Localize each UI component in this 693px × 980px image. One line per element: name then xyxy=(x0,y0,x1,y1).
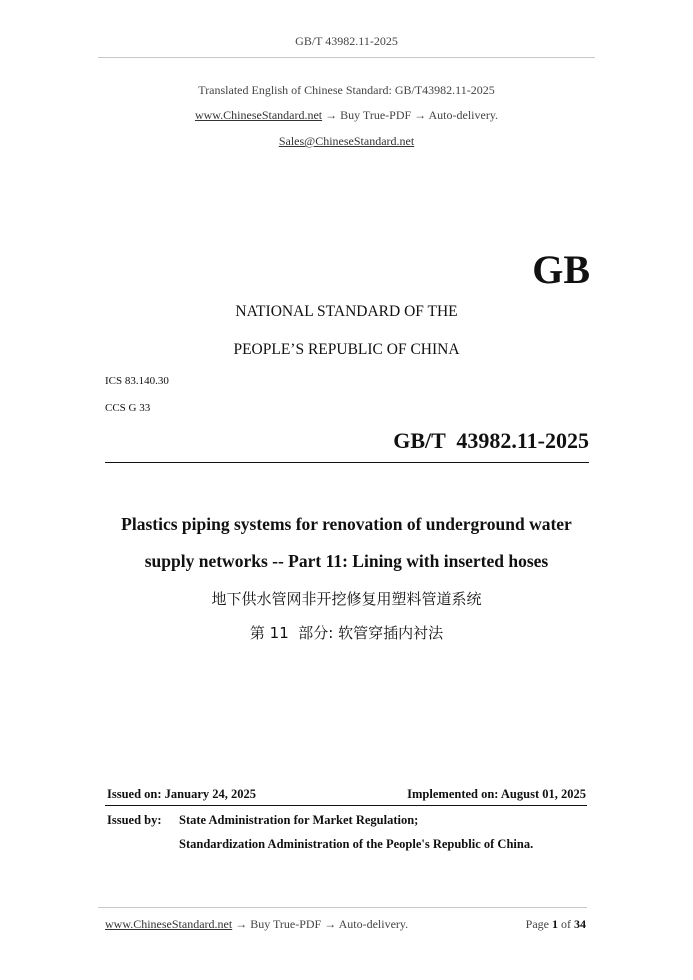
arrow-right-icon: → xyxy=(235,917,248,931)
title-chinese-line-1: 地下供水管网非开挖修复用塑料管道系统 xyxy=(211,590,482,608)
national-standard-line-2: PEOPLE’S REPUBLIC OF CHINA xyxy=(233,341,460,358)
arrow-right-icon: → xyxy=(414,108,427,122)
footer-divider xyxy=(98,907,587,908)
page-number: 1 xyxy=(552,917,558,931)
dates-divider xyxy=(105,805,587,806)
implemented-on-date: Implemented on: August 01, 2025 xyxy=(407,787,586,801)
site-link[interactable]: www.ChineseStandard.net xyxy=(194,108,323,122)
issuer-line-1: State Administration for Market Regulation; xyxy=(179,813,419,827)
running-header: GB/T 43982.11-2025 xyxy=(295,34,398,48)
buy-pdf-text: Buy True-PDF xyxy=(340,108,412,122)
issued-by-label: Issued by: xyxy=(107,813,162,827)
of-word: of xyxy=(561,917,571,931)
footer-links-line xyxy=(105,917,408,932)
standard-number: GB/T 43982.11-2025 xyxy=(393,428,589,453)
header-divider xyxy=(98,57,595,58)
email-link[interactable]: Sales@ChineseStandard.net xyxy=(278,134,415,148)
email-line xyxy=(0,134,693,149)
title-english-line-2: supply networks -- Part 11: Lining with inserted hoses xyxy=(144,551,549,571)
national-standard-line-1: NATIONAL STANDARD OF THE xyxy=(235,303,458,320)
arrow-right-icon: → xyxy=(325,108,338,122)
gb-logo-mark: GB xyxy=(532,247,590,292)
arrow-right-icon: → xyxy=(324,917,337,931)
auto-delivery-text: Auto-delivery. xyxy=(428,108,499,122)
footer-auto-delivery-text: Auto-delivery. xyxy=(338,917,409,931)
title-english-line-1: Plastics piping systems for renovation of underground water xyxy=(121,514,572,534)
issuer-line-2: Standardization Administration of the People's Republic of China. xyxy=(179,837,534,851)
footer-buy-pdf-text: Buy True-PDF xyxy=(250,917,322,931)
translation-notice: Translated English of Chinese Standard: GB/T43982.11-2025 xyxy=(198,83,495,97)
issued-on-date: Issued on: January 24, 2025 xyxy=(107,787,256,801)
notice-links-line xyxy=(0,108,693,123)
ccs-code: CCS G 33 xyxy=(105,402,151,414)
page-indicator xyxy=(440,917,586,932)
page-word: Page xyxy=(525,917,549,931)
ics-code: ICS 83.140.30 xyxy=(105,375,169,387)
footer-site-link[interactable]: www.ChineseStandard.net xyxy=(105,917,233,931)
page-total: 34 xyxy=(574,917,586,931)
title-chinese-line-2: 第 11 部分: 软管穿插内衬法 xyxy=(249,624,444,642)
standard-number-divider xyxy=(105,462,589,463)
